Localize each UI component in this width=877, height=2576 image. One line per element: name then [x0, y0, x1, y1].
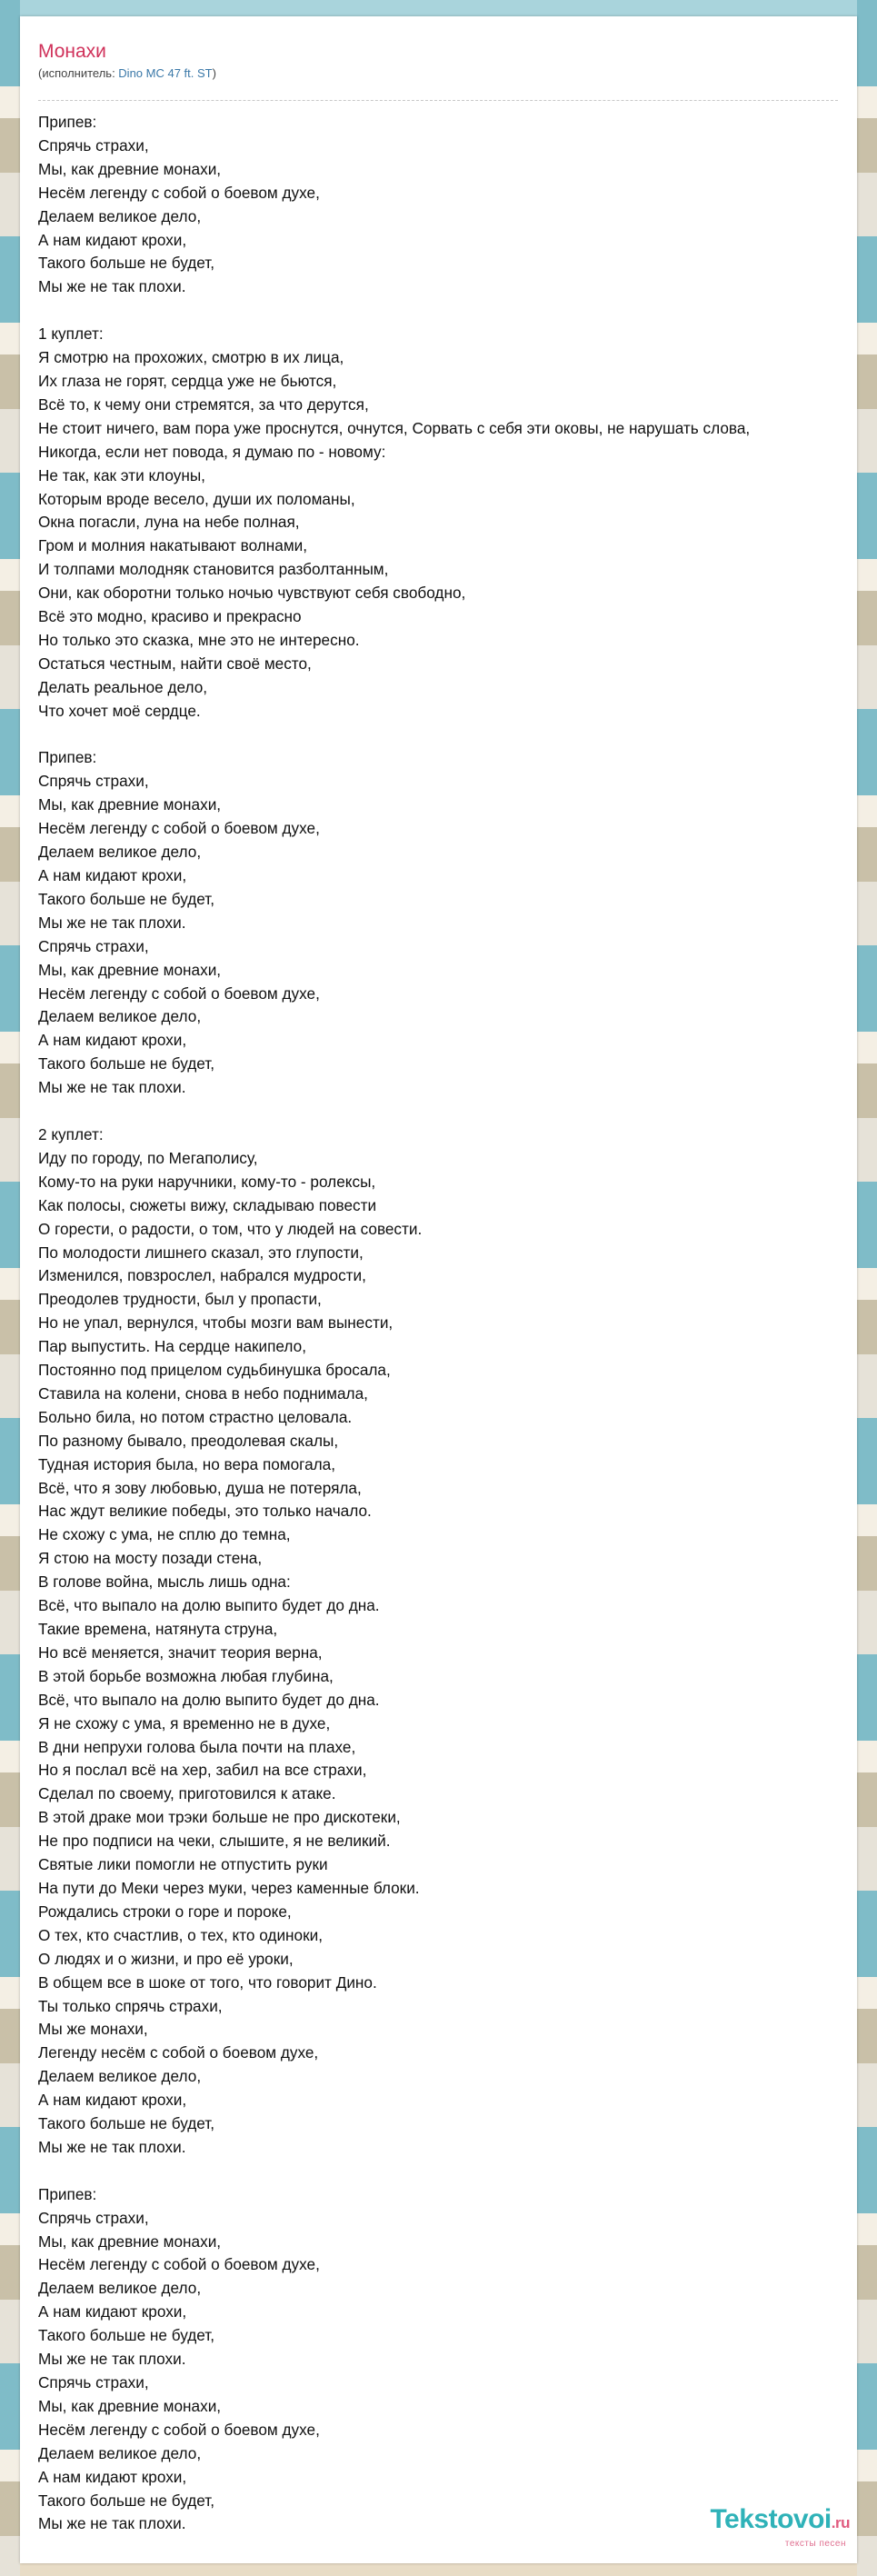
logo-name: Tekstovoi [710, 2504, 832, 2534]
logo-wordmark [710, 2506, 850, 2537]
lyrics-text: Припев: Спрячь страхи, Мы, как древние монахи, Несём легенду с собой о боевом духе, Делаем великое дело, А нам кидают крохи, Такого больше не будет, Мы же не так плохи. 1 куплет: Я смотрю на прохожих, смотрю в их лица, Их глаза не горят, сердца уже не бьются, Всё то, к чему они стремятся, за что дерутся, Не стоит ничего, вам пора уже проснутся, очнутся, Сорвать с себя эти оковы, не нарушать слова, Никогда, если нет повода, я думаю по - новому: Не так, как эти клоуны, Которым вроде весело, души их поломаны, Окна погасли, луна на небе полная, Гром и молния накатывают волнами, И толпами молодняк становится разболтанным, Они, как оборотни только ночью чувствуют себя свободно, Всё это модно, красиво и прекрасно Но только это сказка, мне это не интересно. Остаться честным, найти своё место, Делать реальное дело, Что хочет моё сердце. Припев: Спрячь страхи, Мы, как древние монахи, Несём легенду с собой о боевом духе, Делаем великое дело, А нам кидают крохи, Такого больше не будет, Мы же не так плохи. Спрячь страхи, Мы, как древние монахи, Несём легенду с собой о боевом духе, Делаем великое дело, А нам кидают крохи, Такого больше не будет, Мы же не так плохи. 2 куплет: Иду по городу, по Мегаполису, Кому-то на руки наручники, кому-то - ролексы, Как полосы, сюжеты вижу, складываю повести О горести, о радости, о том, что у людей на совести. По молодости лишнего сказал, это глупости, Изменился, повзрослел, набрался мудрости, Преодолев трудности, был у пропасти, Но не упал, вернулся, чтобы мозги вам вынести, Пар выпустить. На сердце накипело, Постоянно под прицелом судьбинушка бросала, Ставила на колени, снова в небо поднимала, Больно била, но потом страстно целовала. По разному бывало, преодолевая скалы, Тудная история была, но вера помогала, Всё, что я зову любовью, душа не потеряла, Нас ждут великие победы, это только начало. Не схожу с ума, не сплю до темна, Я стою на мосту позади стена, В голове война, мысль лишь одна: Всё, что выпало на долю выпито будет до дна. Такие времена, натянута струна, Но всё меняется, значит теория верна, В этой борьбе возможна любая глубина, Всё, что выпало на долю выпито будет до дна. Я не схожу с ума, я временно не в духе, В дни непрухи голова была почти на плахе, Но я послал всё на хер, забил на все страхи, Сделал по своему, приготовился к атаке. В этой драке мои трэки больше не про дискотеки, Не про подписи на чеки, слышите, я не великий. Святые лики помогли не отпустить руки На пути до Меки через муки, через каменные блоки. Рождались строки о горе и пороке, О тех, кто счастлив, о тех, кто одиноки, О людях и о жизни, и про её уроки, В общем все в шоке от того, что говорит Дино. Ты только спрячь страхи, Мы же монахи, Легенду несём с собой о боевом духе, Делаем великое дело, А нам кидают крохи, Такого больше не будет, Мы же не так плохи. Припев: Спрячь страхи, Мы, как древние монахи, Несём легенду с собой о боевом духе, Делаем великое дело, А нам кидают крохи, Такого больше не будет, Мы же не так плохи. Спрячь страхи, Мы, как древние монахи, Несём легенду с собой о боевом духе, Делаем великое дело, А нам кидают крохи, Такого больше не будет, Мы же не так плохи. [38, 113, 751, 2533]
artist-prefix: (исполнитель: [38, 66, 119, 80]
artist-line [38, 66, 838, 81]
artist-suffix: ) [212, 66, 216, 80]
header-divider [38, 100, 838, 101]
logo-tagline: тексты песен [784, 2539, 846, 2549]
artist-link[interactable]: Dino MC 47 ft. ST [118, 66, 213, 80]
background-stripes-left [0, 0, 20, 2576]
song-header [38, 40, 838, 81]
background-stripes-right [857, 0, 877, 2576]
site-logo[interactable] [710, 2506, 850, 2549]
lyrics-card [20, 16, 857, 2563]
song-title: Монахи [38, 41, 106, 62]
logo-domain: .ru [831, 2514, 850, 2531]
